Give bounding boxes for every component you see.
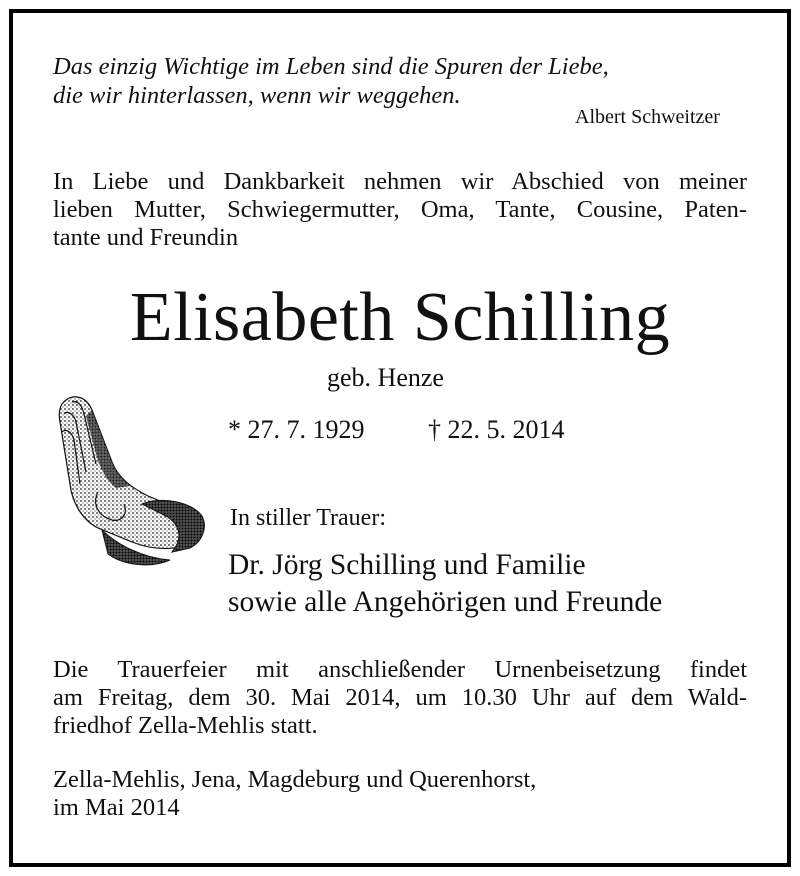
ceremony-line: am Freitag, dem 30. Mai 2014, um 10.30 Uhr auf dem Wald- [53, 684, 747, 711]
deceased-name: Elisabeth Schilling [129, 279, 671, 356]
quote-author: Albert Schweitzer [575, 106, 720, 128]
mourning-label: In stiller Trauer: [230, 505, 386, 531]
birth-name: geb. Henze [327, 363, 444, 392]
intro-line: lieben Mutter, Schwiegermutter, Oma, Tante, Cousine, Paten- [53, 196, 747, 223]
quote-line: Das einzig Wichtige im Leben sind die Spuren der Liebe, [53, 53, 609, 80]
ceremony-line: Die Trauerfeier mit anschließender Urnenbeisetzung findet [53, 656, 747, 683]
intro-line: In Liebe und Dankbarkeit nehmen wir Abschied von meiner [53, 168, 747, 195]
intro-paragraph [53, 168, 747, 252]
death-date: † 22. 5. 2014 [428, 415, 565, 444]
intro-line: tante und Freundin [53, 224, 239, 251]
footer-line: im Mai 2014 [53, 794, 180, 821]
footer-line: Zella-Mehlis, Jena, Magdeburg und Querenhorst, [53, 766, 537, 793]
mourner-line: sowie alle Angehörigen und Freunde [228, 586, 663, 618]
mourners-list [228, 547, 662, 621]
quote-text [53, 52, 609, 110]
praying-hands-icon [52, 392, 212, 572]
ceremony-paragraph [53, 656, 747, 740]
place-date-footer [53, 766, 536, 822]
mourner-line: Dr. Jörg Schilling und Familie [228, 549, 586, 581]
ceremony-line: friedhof Zella-Mehlis statt. [53, 712, 318, 739]
quote-line: die wir hinterlassen, wenn wir weggehen. [53, 82, 461, 109]
birth-date: * 27. 7. 1929 [228, 415, 365, 444]
